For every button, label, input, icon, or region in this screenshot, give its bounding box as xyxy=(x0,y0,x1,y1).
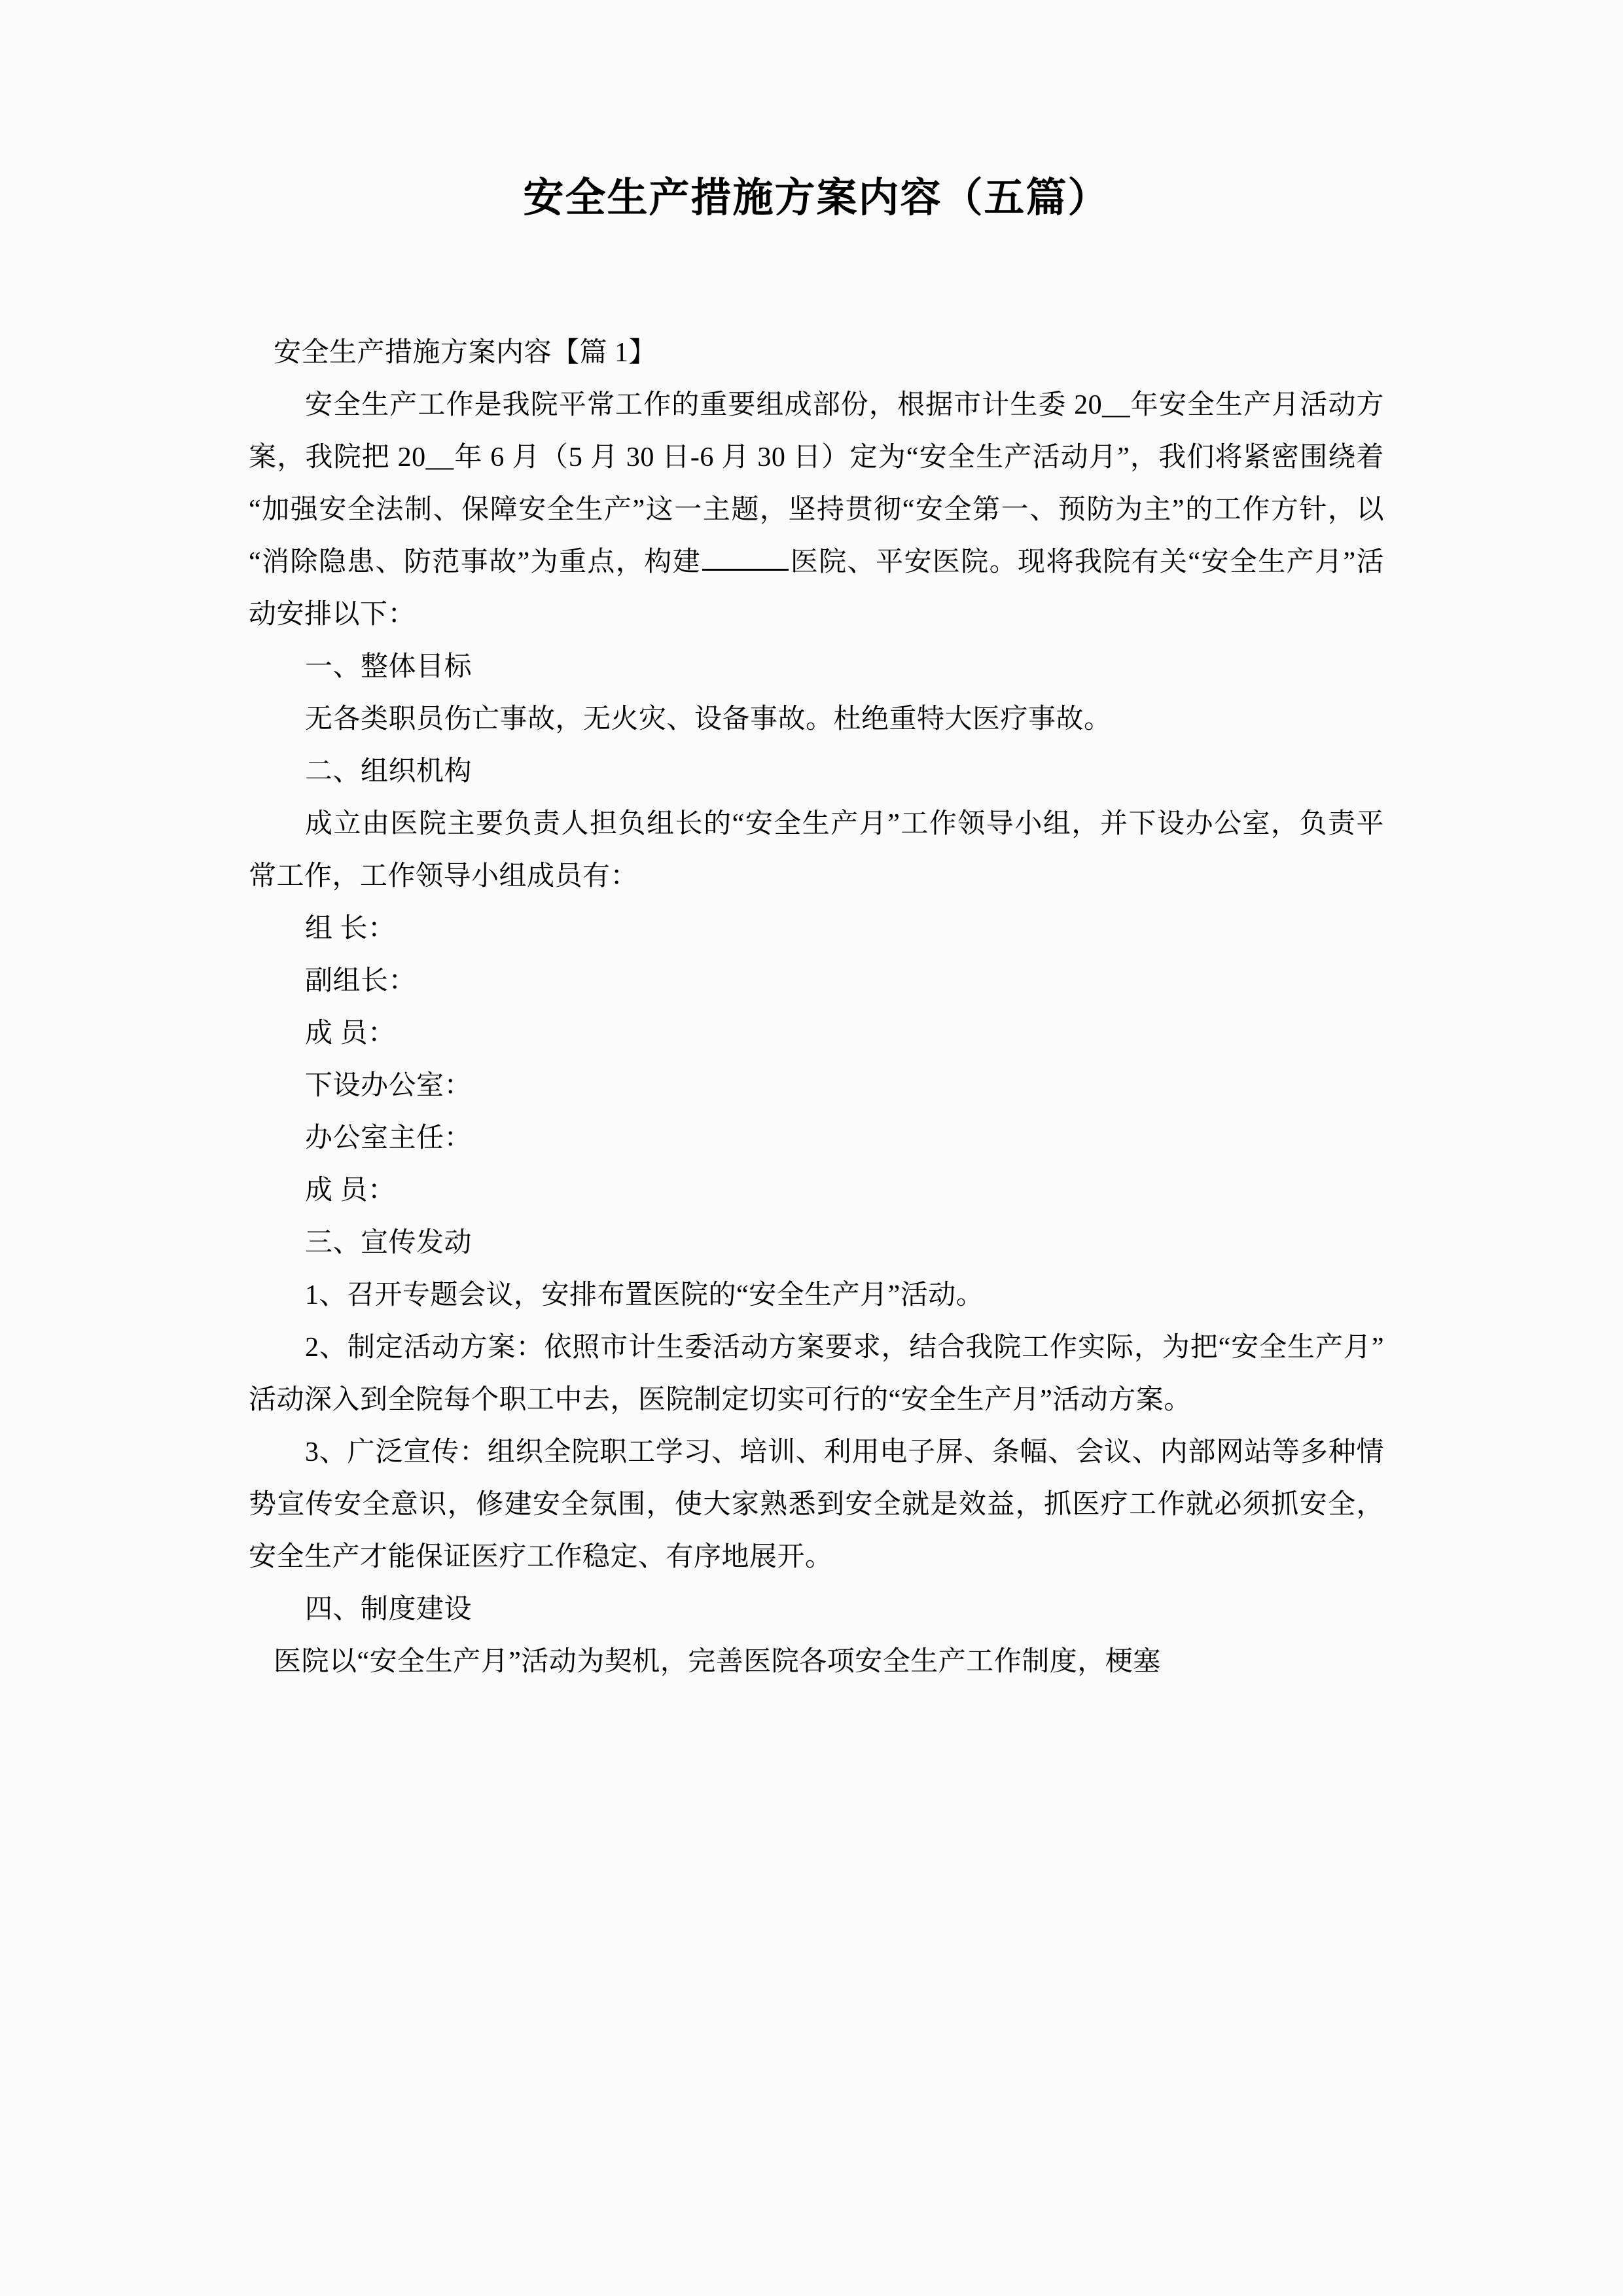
paragraph-intro-part-a: 安全生产工作是我院平常工作的重要组成部份，根据市计生委 20__年安全生产月活动方案，我院把 20__年 6 月（5 月 30 日-6 月 30 日）定为“安全生产活动月”，我们将紧密围绕着“加强安全法制、保障安全生产”这一主题，坚持贯彻“安全第一、预防为主”的工作方针，以“消除隐患、防范事故”为重点，构建 xyxy=(249,390,1384,578)
section-heading-4: 四、制度建设 xyxy=(305,1594,473,1625)
document-content xyxy=(249,0,1384,1688)
section-heading-2: 二、组织机构 xyxy=(305,757,473,787)
section-3-item-3: 3、广泛宣传：组织全院职工学习、培训、利用电子屏、条幅、会议、内部网站等多种情势宣传安全意识，修建安全氛围，使大家熟悉到安全就是效益，抓医疗工作就必须抓安全，安全生产才能保证医疗工作稳定、有序地展开。 xyxy=(249,1437,1384,1573)
blank-fill-line xyxy=(702,543,789,571)
article-subtitle: 安全生产措施方案内容【篇 1】 xyxy=(274,338,657,368)
paragraph-intro xyxy=(249,379,1384,641)
section-heading-1: 一、整体目标 xyxy=(305,652,473,683)
section-3-item-2: 2、制定活动方案：依照市计生委活动方案要求，结合我院工作实际，为把“安全生产月”活动深入到全院每个职工中去，医院制定切实可行的“安全生产月”活动方案。 xyxy=(249,1333,1384,1416)
section-body-1: 无各类职员伤亡事故，无火灾、设备事故。杜绝重特大医疗事故。 xyxy=(305,704,1112,735)
page-title: 安全生产措施方案内容（五篇） xyxy=(523,176,1110,221)
section-3-item-1: 1、召开专题会议，安排布置医院的“安全生产月”活动。 xyxy=(305,1280,984,1311)
section-heading-3: 三、宣传发动 xyxy=(305,1228,473,1259)
roster-item-office: 下设办公室： xyxy=(305,1071,473,1102)
section-body-4: 医院以“安全生产月”活动为契机，完善医院各项安全生产工作制度，梗塞 xyxy=(274,1647,1161,1677)
section-body-2: 成立由医院主要负责人担负组长的“安全生产月”工作领导小组，并下设办公室，负责平常工作，工作领导小组成员有： xyxy=(249,809,1384,892)
roster-item-leader: 组 长： xyxy=(305,914,396,944)
roster-item-office-director: 办公室主任： xyxy=(305,1123,473,1154)
roster-item-deputy-leader: 副组长： xyxy=(305,966,417,997)
roster-item-members: 成 员： xyxy=(305,1018,396,1049)
paragraph-intro-part-b: 医院、平安医院。现将我院有关“安全生产月”活动安排以下： xyxy=(249,547,1384,630)
roster-item-office-members: 成 员： xyxy=(305,1175,396,1206)
